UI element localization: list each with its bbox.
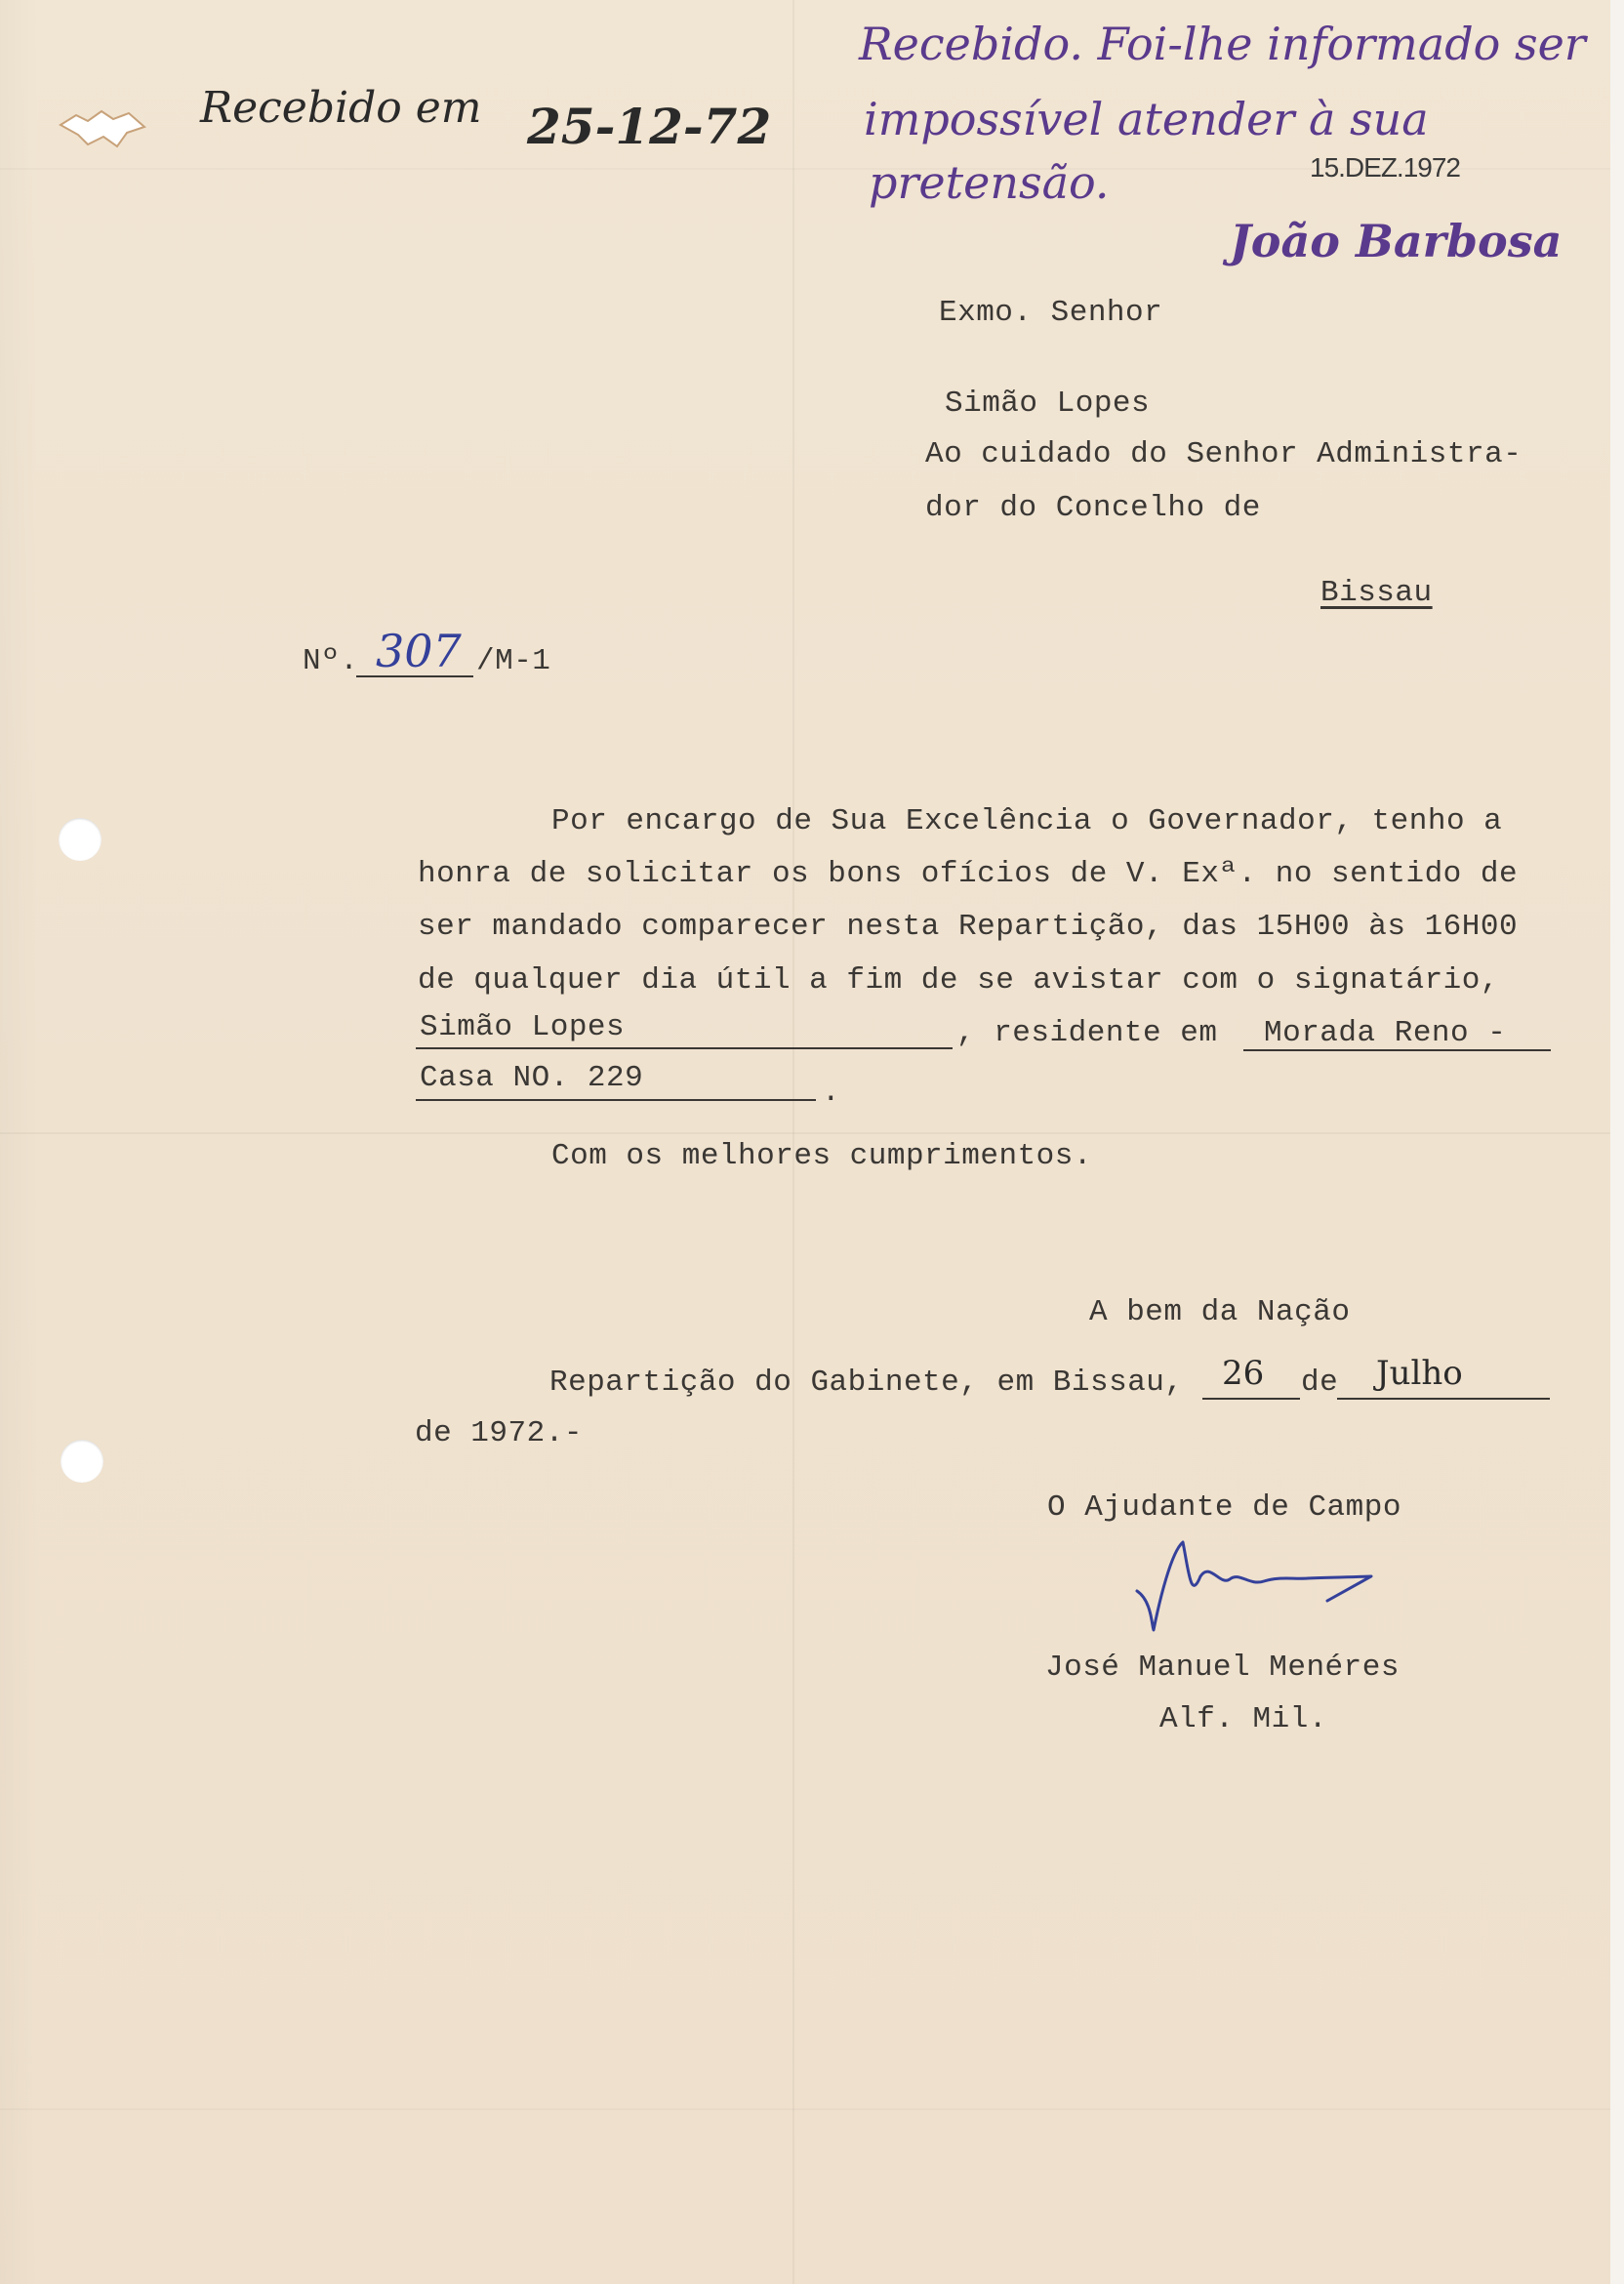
year-line: de 1972.- xyxy=(415,1416,583,1450)
body-line-4: de qualquer dia útil a fim de se avistar com o signatário, xyxy=(418,963,1499,998)
handwritten-note-line-1: Recebido. Foi-lhe informado ser xyxy=(859,18,1586,70)
body-line-1: Por encargo de Sua Excelência o Governador, tenho a xyxy=(551,804,1503,838)
handwritten-signature: João Barbosa xyxy=(1230,215,1563,267)
signer-title: O Ajudante de Campo xyxy=(1047,1490,1401,1525)
address-line-2: Casa NO. 229 xyxy=(420,1061,644,1095)
salutation: Exmo. Senhor xyxy=(939,296,1163,330)
reference-underline xyxy=(356,675,473,677)
received-label: Recebido em xyxy=(200,83,482,133)
place-line: Repartição do Gabinete, em Bissau, xyxy=(549,1366,1184,1400)
handwritten-note-line-3: pretensão. xyxy=(869,156,1110,209)
horizontal-fold-line xyxy=(0,1132,1624,1134)
handwritten-note-line-2: impossível atender à sua xyxy=(864,93,1429,145)
page-edge xyxy=(1610,0,1624,2284)
address-line-1: Morada Reno - xyxy=(1264,1016,1507,1050)
address-underline-2 xyxy=(416,1099,816,1101)
address-end-period: . xyxy=(822,1076,841,1110)
punch-hole-icon xyxy=(59,818,102,861)
motto: A bem da Nação xyxy=(1089,1295,1351,1329)
signer-name: José Manuel Menéres xyxy=(1045,1651,1400,1685)
care-of-line-2: dor do Concelho de xyxy=(925,491,1261,525)
address-underline-1 xyxy=(1243,1049,1551,1051)
day-underline xyxy=(1202,1398,1300,1400)
body-line-3: ser mandado comparecer nesta Repartição, das 15H00 às 16H00 xyxy=(418,910,1519,944)
month-underline xyxy=(1337,1398,1550,1400)
reference-suffix: /M-1 xyxy=(476,644,551,678)
reference-prefix: Nº. xyxy=(303,644,359,678)
bottom-fold-line xyxy=(0,2108,1624,2110)
punch-hole-icon xyxy=(61,1440,103,1483)
date-stamp: 15.DEZ.1972 xyxy=(1310,152,1460,183)
month-field: Julho xyxy=(1376,1354,1463,1393)
person-name-underline xyxy=(416,1047,953,1049)
care-of-line-1: Ao cuidado do Senhor Administra- xyxy=(925,437,1522,471)
received-date: 25-12-72 xyxy=(527,98,772,155)
signer-rank: Alf. Mil. xyxy=(1159,1702,1327,1736)
closing-line: Com os melhores cumprimentos. xyxy=(551,1139,1092,1173)
person-name-field: Simão Lopes xyxy=(420,1010,626,1044)
signature-icon xyxy=(1132,1532,1386,1640)
recipient-city: Bissau xyxy=(1320,576,1433,610)
de-label: de xyxy=(1301,1366,1339,1400)
residence-label: , residente em xyxy=(956,1016,1218,1050)
body-line-2: honra de solicitar os bons ofícios de V. Exª. no sentido de xyxy=(418,857,1519,891)
recipient-name: Simão Lopes xyxy=(945,387,1151,421)
day-field: 26 xyxy=(1222,1354,1265,1393)
reference-number: 307 xyxy=(376,625,462,677)
torn-corner-icon xyxy=(59,107,146,150)
